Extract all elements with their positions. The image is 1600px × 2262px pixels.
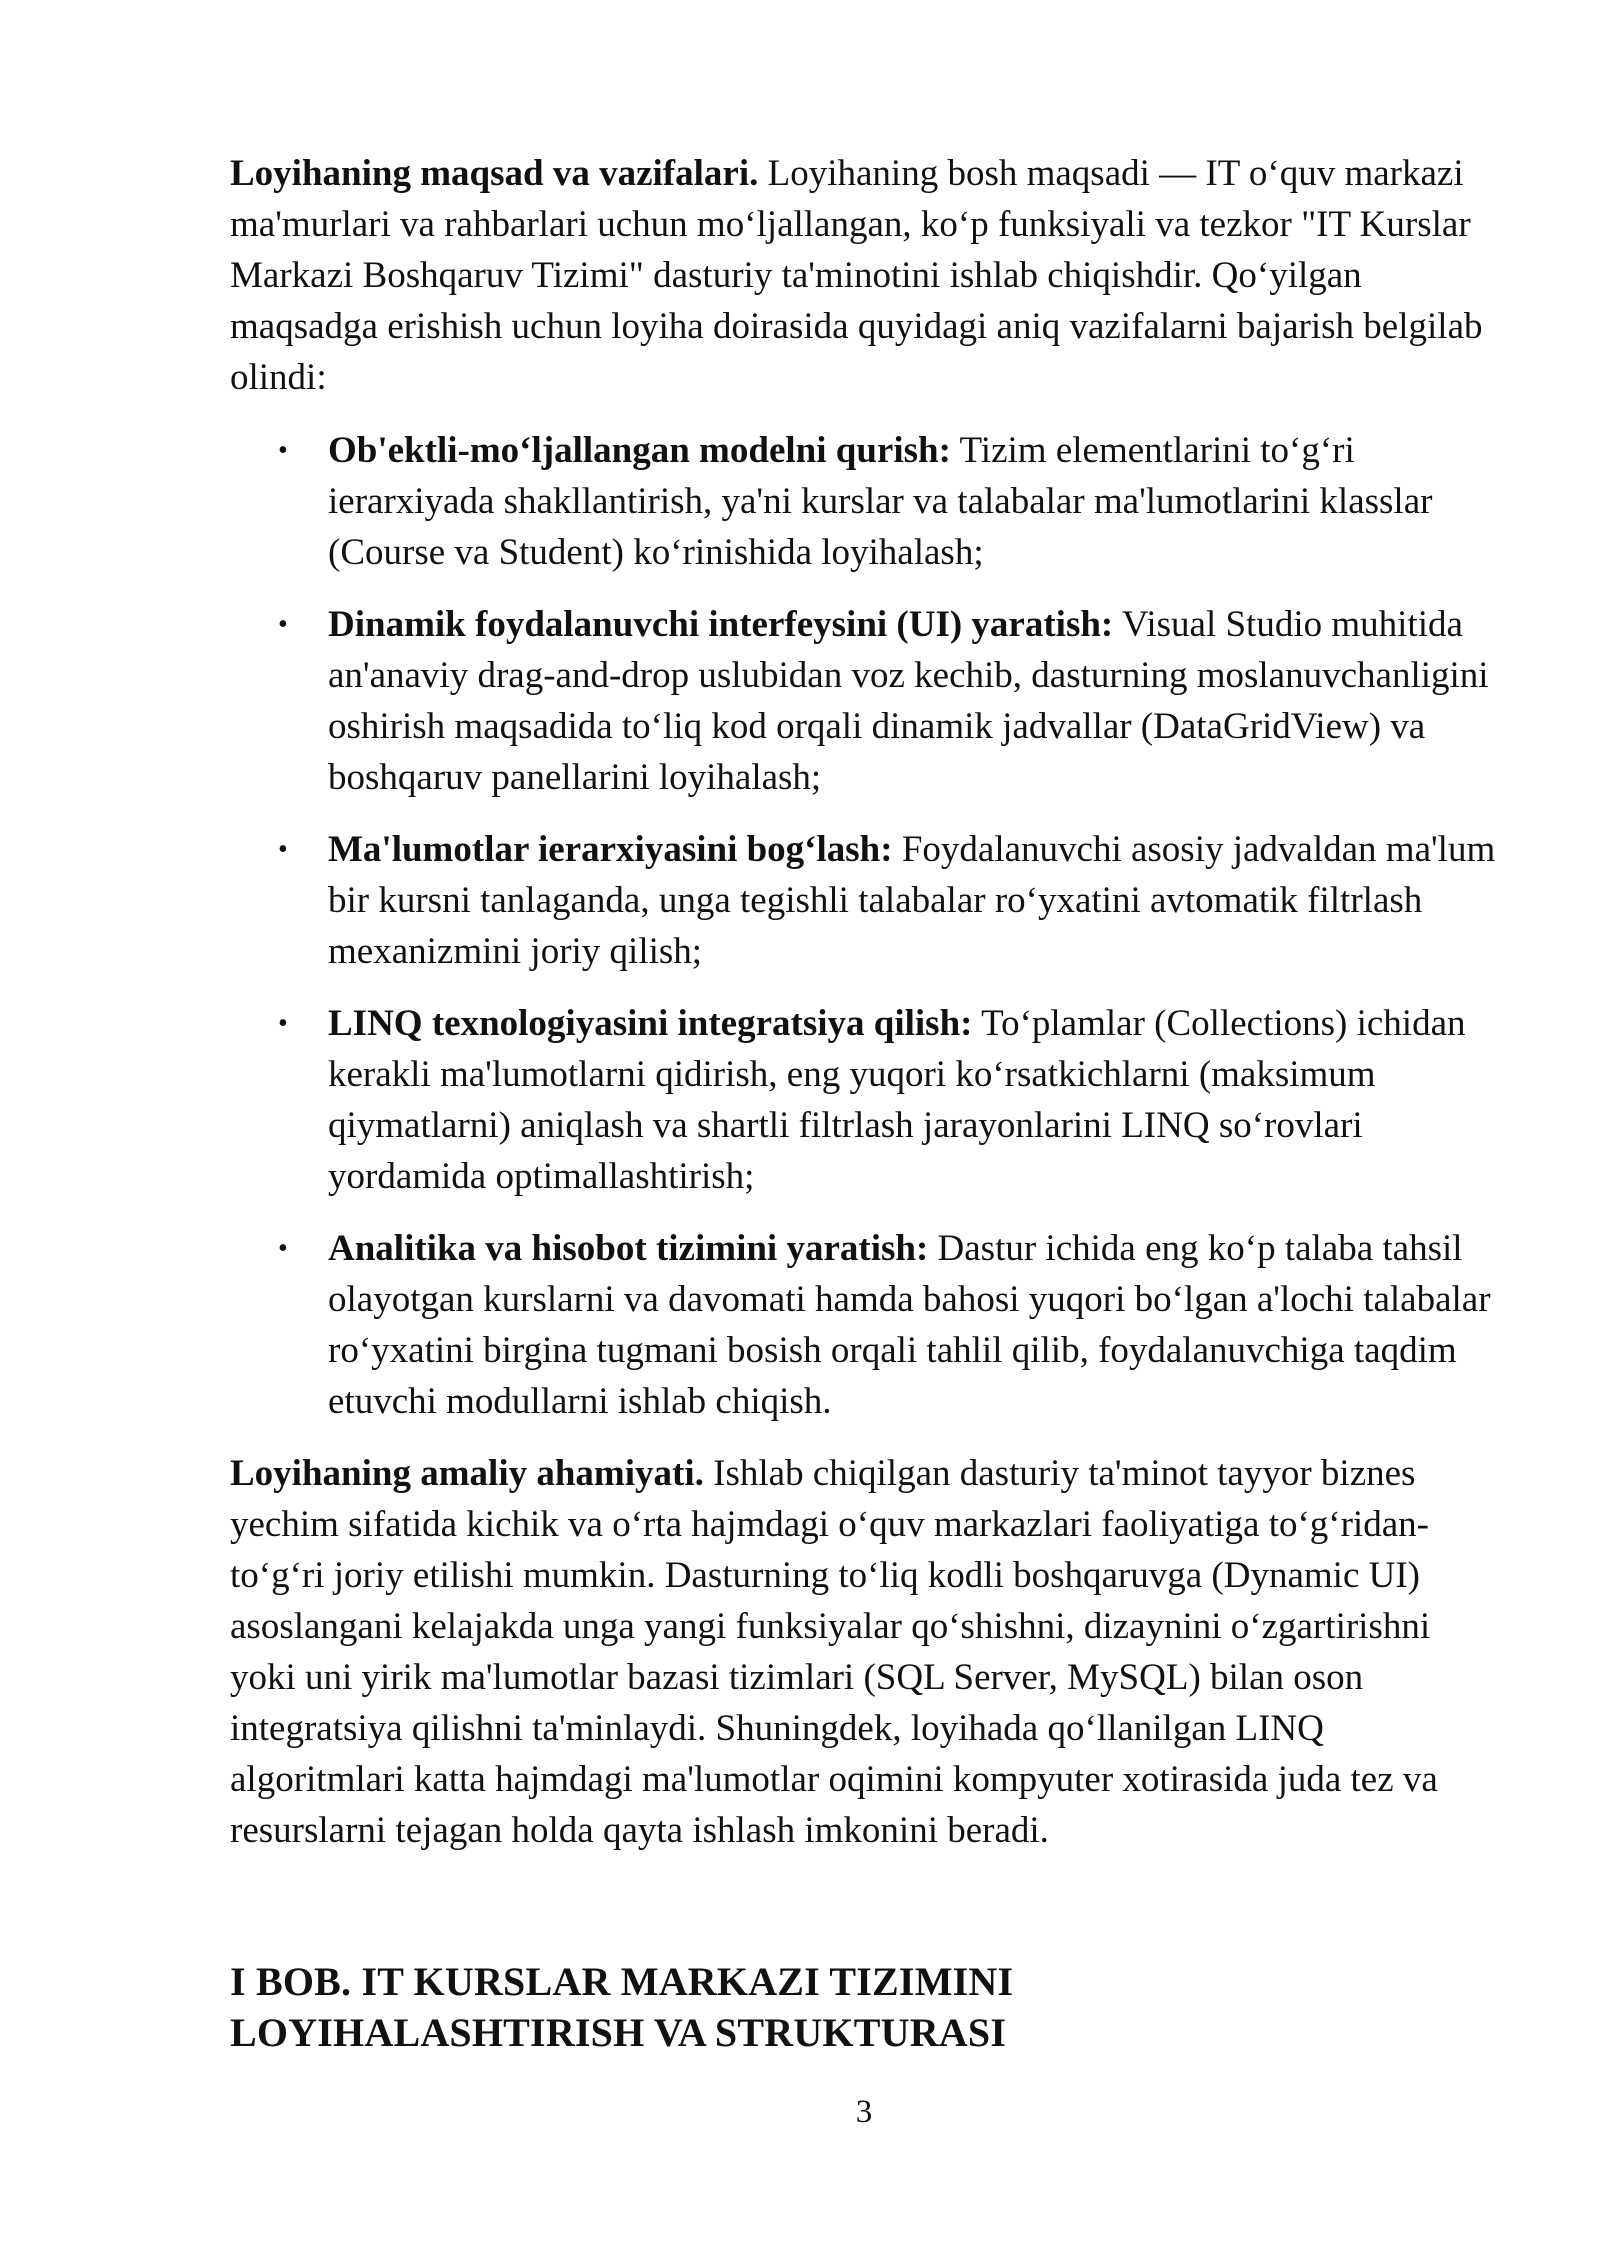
goal-item	[278, 599, 1500, 803]
goal-text: To‘plamlar (Collections) ichidan kerakli ma'lumotlarni qidirish, eng yuqori ko‘rsatkichlarni (maksimum qiymatlarni) aniqlash va shartli filtrlash jarayonlarini LINQ so‘rovlari yordamida optimallashtirish;	[328, 1003, 1466, 1197]
goal-item	[278, 1223, 1500, 1427]
goals-list	[230, 425, 1500, 1427]
intro-paragraph	[230, 148, 1500, 403]
goal-title: Dinamik foydalanuvchi interfeysini (UI) yaratish:	[328, 604, 1114, 645]
bullet-icon: •	[278, 609, 288, 640]
goal-title: LINQ texnologiyasini integratsiya qilish:	[328, 1003, 973, 1044]
document-page	[230, 148, 1500, 2058]
bullet-icon: •	[278, 1233, 288, 1264]
goal-title: Ob'ektli-mo‘ljallangan modelni qurish:	[328, 430, 951, 471]
goal-text: Visual Studio muhitida an'anaviy drag-and-drop uslubidan voz kechib, dasturning moslanuvchanligini oshirish maqsadida to‘liq kod orqali dinamik jadvallar (DataGridView) va boshqaruv panellarini loyihalash;	[328, 604, 1489, 798]
chapter-heading-line-1: I BOB. IT KURSLAR MARKAZI TIZIMINI	[230, 1959, 1014, 2004]
intro-text: Loyihaning bosh maqsadi — IT o‘quv markazi ma'murlari va rahbarlari uchun mo‘ljallangan, ko‘p funksiyali va tezkor "IT Kurslar Markazi Boshqaruv Tizimi" dasturiy ta'minotini ishlab chiqishdir. Qo‘yilgan maqsadga erishish uchun loyiha doirasida quyidagi aniq vazifalarni bajarish belgilab olindi:	[230, 153, 1483, 398]
goal-title: Ma'lumotlar ierarxiyasini bog‘lash:	[328, 829, 893, 870]
goal-item	[278, 998, 1500, 1202]
chapter-heading	[230, 1956, 1500, 2058]
goal-text: Dastur ichida eng ko‘p talaba tahsil olayotgan kurslarni va davomati hamda bahosi yuqori bo‘lgan a'lochi talabalar ro‘yxatini birgina tugmani bosish orqali tahlil qilib, foydalanuvchiga taqdim etuvchi modullarni ishlab chiqish.	[328, 1228, 1491, 1422]
goal-text: Tizim elementlarini to‘g‘ri ierarxiyada shakllantirish, ya'ni kurslar va talabalar ma'lumotlarini klasslar (Course va Student) ko‘rinishida loyihalash;	[328, 430, 1433, 573]
goal-item	[278, 425, 1500, 578]
goal-title: Analitika va hisobot tizimini yaratish:	[328, 1228, 929, 1269]
practical-heading: Loyihaning amaliy ahamiyati.	[230, 1453, 704, 1494]
goal-text: Foydalanuvchi asosiy jadvaldan ma'lum bir kursni tanlaganda, unga tegishli talabalar ro‘yxatini avtomatik filtrlash mexanizmini joriy qilish;	[328, 829, 1496, 972]
bullet-icon: •	[278, 1008, 288, 1039]
goal-item	[278, 824, 1500, 977]
page-number: 3	[855, 2094, 873, 2130]
chapter-heading-line-2: LOYIHALASHTIRISH VA STRUKTURASI	[230, 2010, 1007, 2055]
practical-text: Ishlab chiqilgan dasturiy ta'minot tayyor biznes yechim sifatida kichik va o‘rta hajmdagi o‘quv markazlari faoliyatiga to‘g‘ridan-to‘g‘ri joriy etilishi mumkin. Dasturning to‘liq kodli boshqaruvga (Dynamic UI) asoslangani kelajakda unga yangi funksiyalar qo‘shishni, dizaynini o‘zgartirishni yoki uni yirik ma'lumotlar bazasi tizimlari (SQL Server, MySQL) bilan oson integratsiya qilishni ta'minlaydi. Shuningdek, loyihada qo‘llanilgan LINQ algoritmlari katta hajmdagi ma'lumotlar oqimini kompyuter xotirasida juda tez va resurslarni tejagan holda qayta ishlash imkonini beradi.	[230, 1453, 1438, 1851]
intro-heading: Loyihaning maqsad va vazifalari.	[230, 153, 759, 194]
bullet-icon: •	[278, 435, 288, 466]
bullet-icon: •	[278, 834, 288, 865]
practical-paragraph	[230, 1448, 1500, 1856]
